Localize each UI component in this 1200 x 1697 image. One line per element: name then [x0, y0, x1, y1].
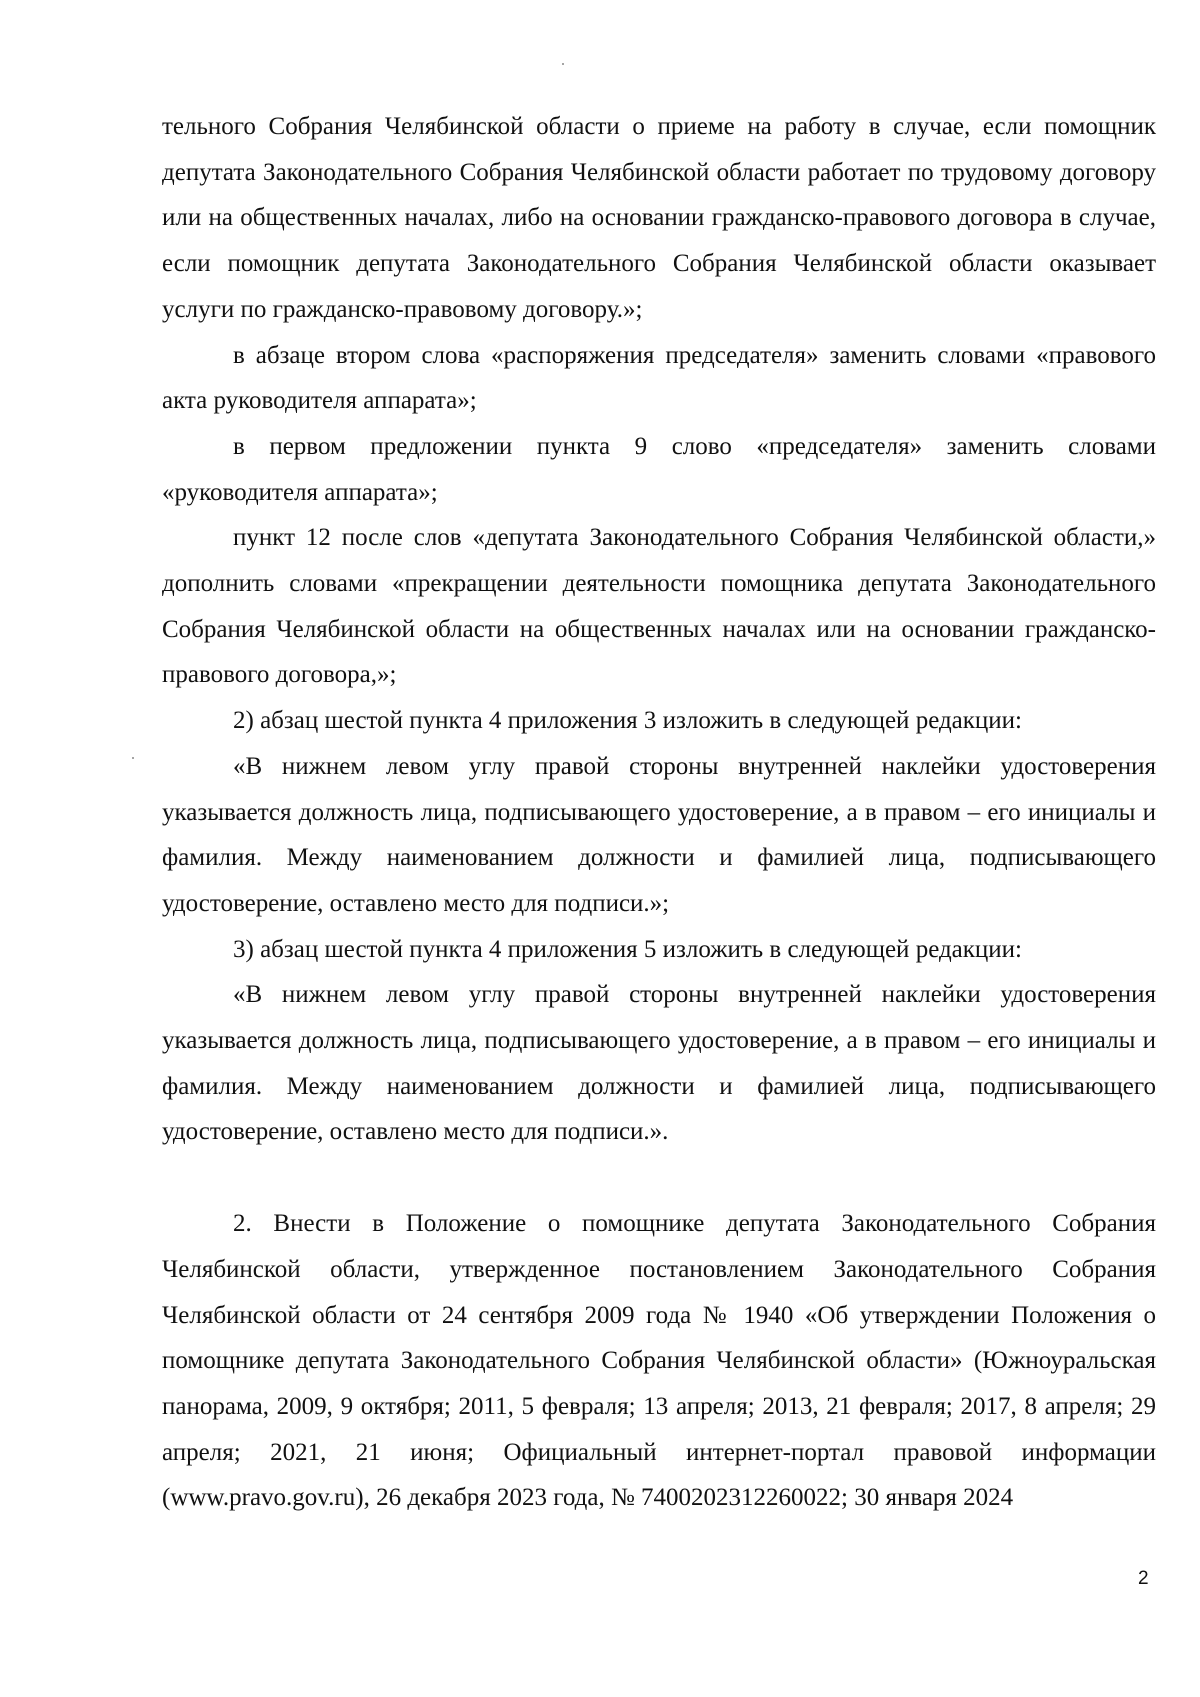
paragraph-quote-appendix-5: «В нижнем левом углу правой стороны внутренней наклейки удостоверения указывается должность лица, подписывающего удостоверение, а в правом – его инициалы и фамилия. Между наименованием должности и фамилией лица, подписывающего удостоверение, оставлено место для подписи.». — [162, 981, 1156, 1146]
paragraph-amendment-abzac-2: в абзаце втором слова «распоряжения председателя» заменить словами «правового акта руководителя аппарата»; — [162, 341, 1156, 415]
paragraph-continuation: тельного Собрания Челябинской области о приеме на работу в случае, если помощник депутата Законодательного Собрания Челябинской области работает по трудовому договору или на общественных началах, либо на основании гражданско-правового договора в случае, если помощник депутата Законодательного Собрания Челябинской области оказывает услуги по гражданско-правовому договору.»; — [162, 113, 1156, 323]
paragraph-item-3: 3) абзац шестой пункта 4 приложения 5 изложить в следующей редакции: — [233, 935, 1023, 963]
paragraph-section-2: 2. Внести в Положение о помощнике депутата Законодательного Собрания Челябинской области, утвержденное постановлением Законодательного Собрания Челябинской области от 24 сентября 2009 года № 1940 «Об утверждении Положения о помощнике депутата Законодательного Собрания Челябинской области» (Южноуральская панорама, 2009, 9 октября; 2011, 5 февраля; 13 апреля; 2013, 21 февраля; 2017, 8 апреля; 29 апреля; 2021, 21 июня; Официальный интернет-портал правовой информации (www.pravo.gov.ru), 26 декабря 2023 года, № 7400202312260022; 30 января 2024 — [162, 1210, 1156, 1512]
paragraph-item-2: 2) абзац шестой пункта 4 приложения 3 изложить в следующей редакции: — [233, 707, 1023, 735]
paragraph-quote-appendix-3: «В нижнем левом углу правой стороны внутренней наклейки удостоверения указывается должность лица, подписывающего удостоверение, а в правом – его инициалы и фамилия. Между наименованием должности и фамилией лица, подписывающего удостоверение, оставлено место для подписи.»; — [162, 752, 1156, 917]
scan-speck — [132, 757, 134, 759]
document-body — [162, 104, 1156, 1521]
page-number: 2 — [1138, 1568, 1149, 1589]
paragraph-amendment-punkt-12: пункт 12 после слов «депутата Законодательного Собрания Челябинской области,» дополнить словами «прекращении деятельности помощника депутата Законодательного Собрания Челябинской области на общественных началах или на основании гражданско-правового договора,»; — [162, 524, 1156, 689]
paragraph-amendment-punkt-9: в первом предложении пункта 9 слово «председателя» заменить словами «руководителя аппарата»; — [162, 432, 1156, 506]
scan-speck — [562, 63, 564, 65]
